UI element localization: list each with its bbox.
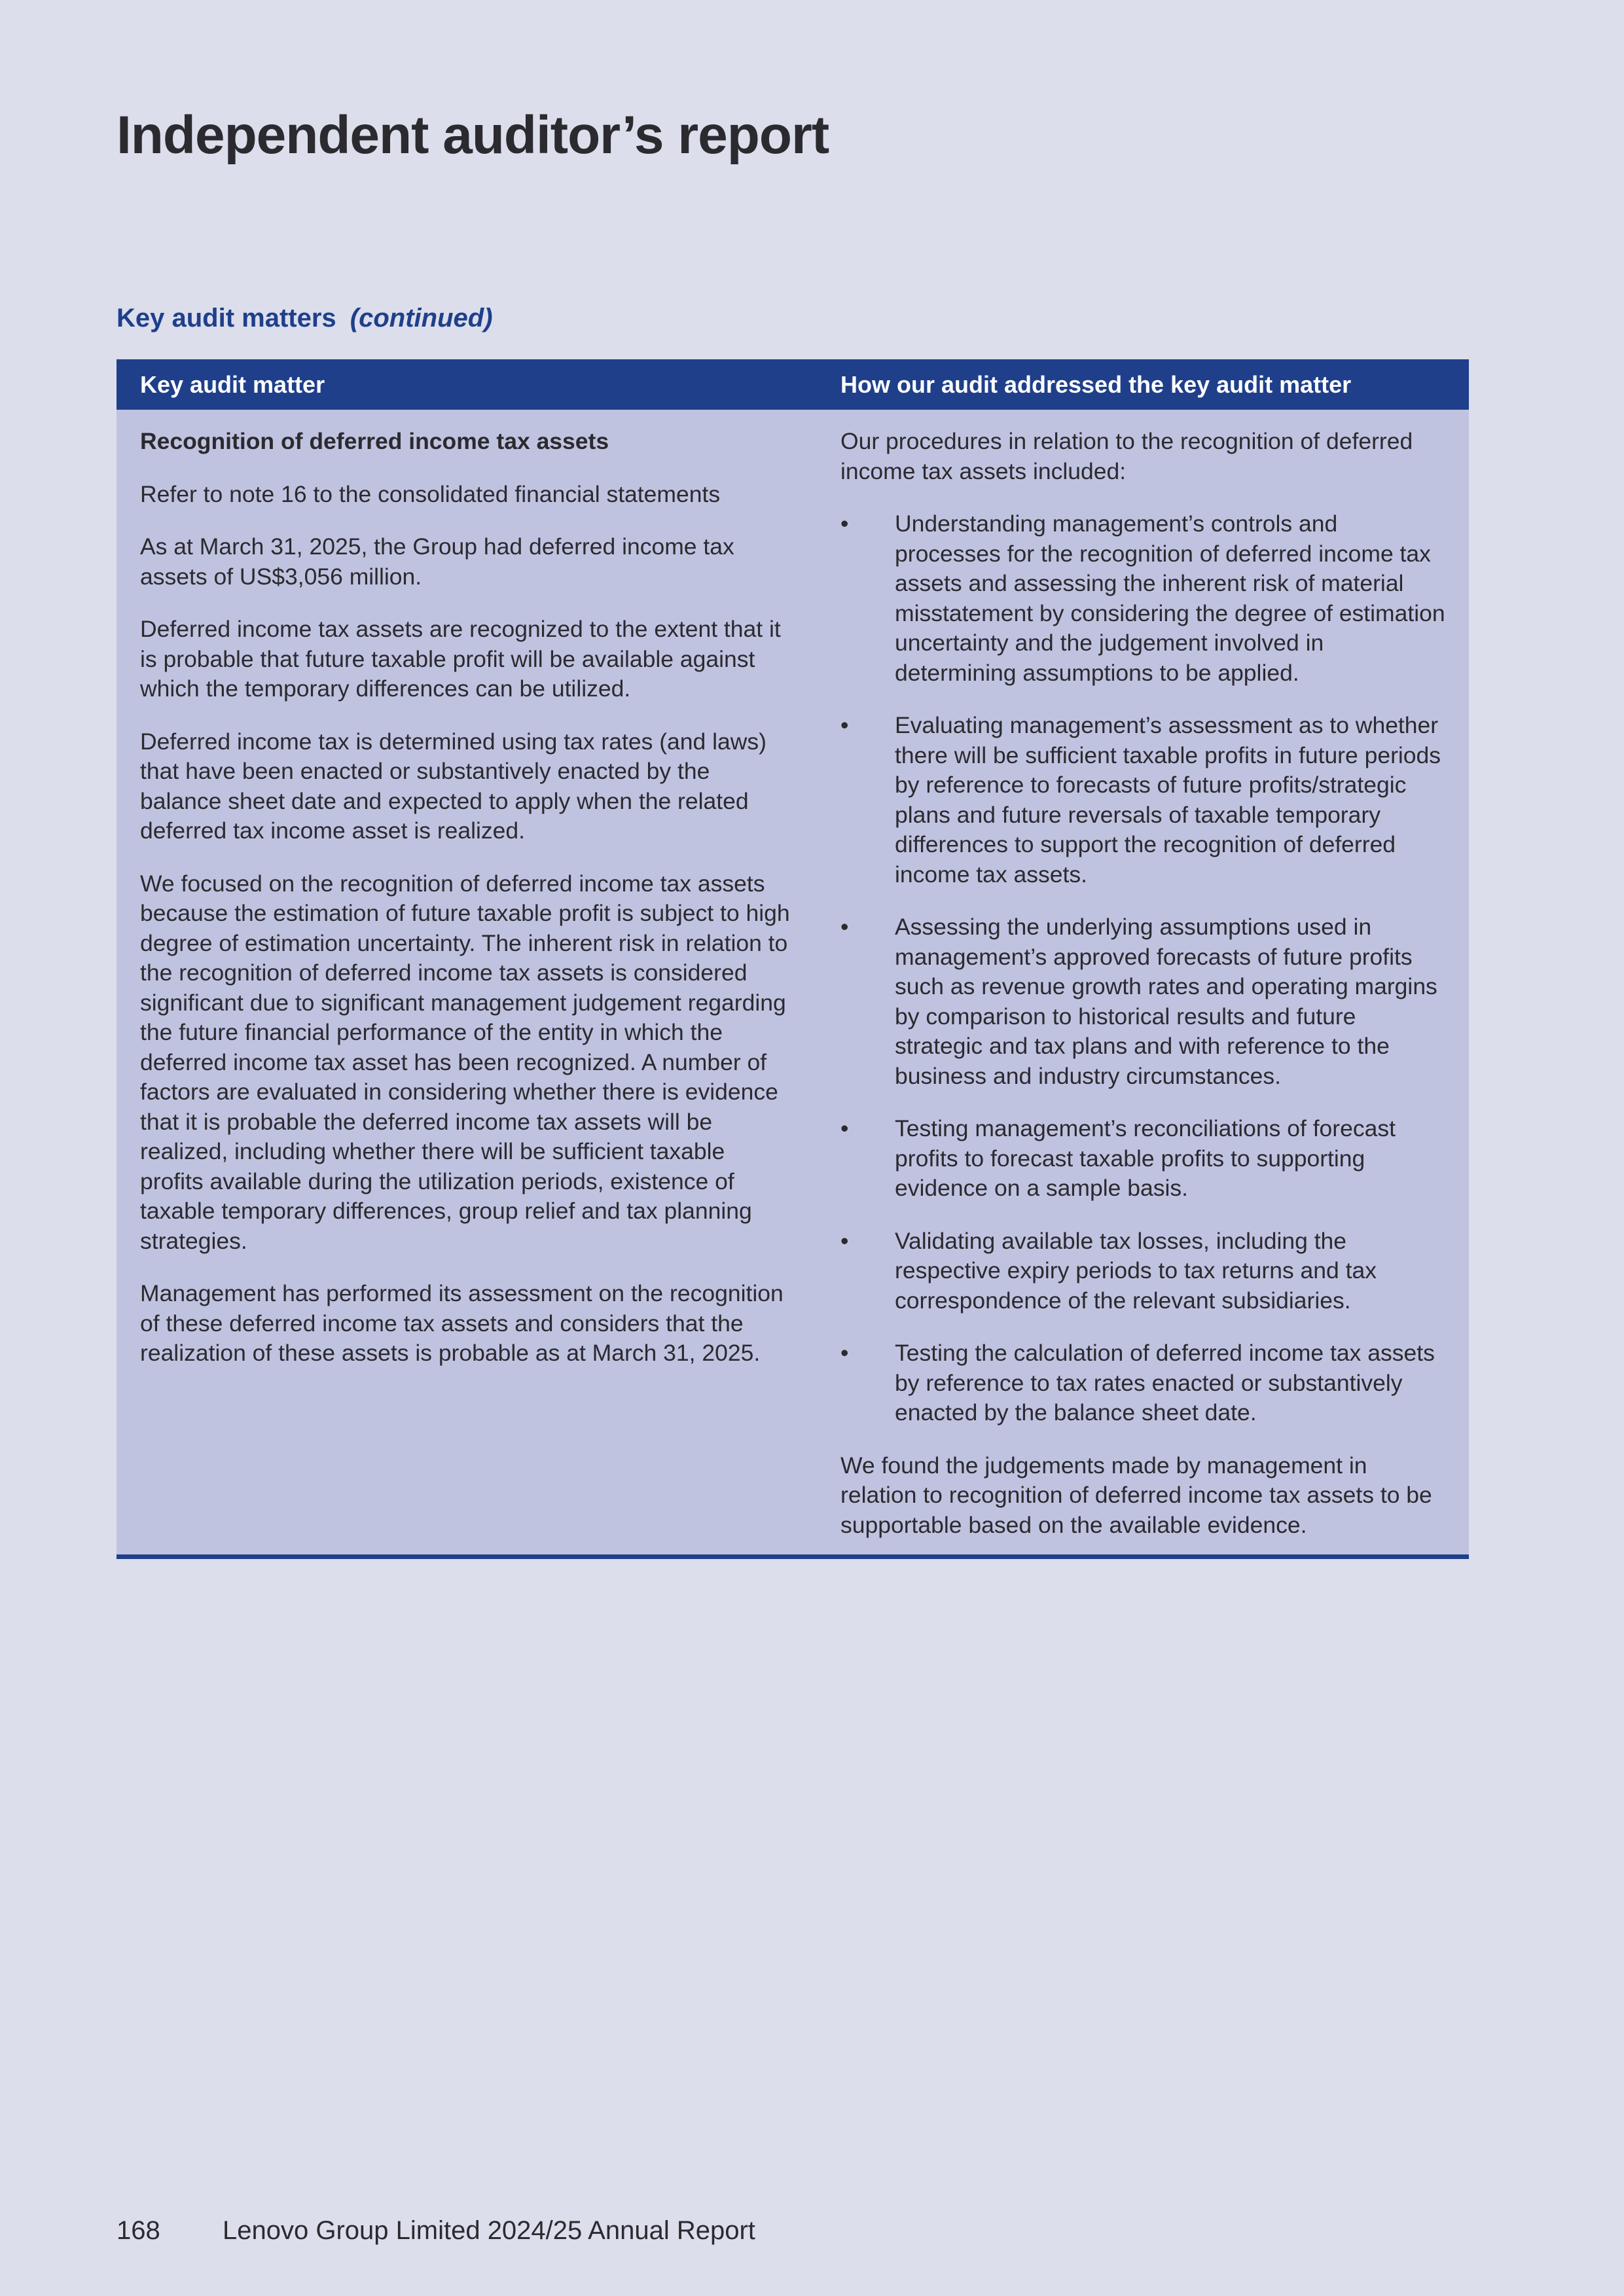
list-item [840, 509, 1445, 688]
bullet-icon: • [840, 1340, 849, 1366]
procedure-text: Testing the calculation of deferred income tax assets by reference to tax rates enacted or substantively enacted by the balance sheet date. [895, 1340, 1435, 1426]
section-continued-label: (continued) [350, 304, 493, 332]
matter-paragraph: We focused on the recognition of deferred income tax assets because the estimation of future taxable profit is subject to high degree of estimation uncertainty. The inherent risk in relation to the recognition of deferred income tax assets is considered significant due to significant management judgement regarding the future financial performance of the entity in which the deferred income tax asset has been recognized. A number of factors are evaluated in considering whether there is evidence that it is probable the deferred income tax assets will be realized, including whether there will be sufficient taxable profits available during the utilization periods, existence of taxable temporary differences, group relief and tax planning strategies. [140, 870, 790, 1254]
key-audit-matters-table [117, 359, 1469, 1559]
header-audit-response: How our audit addressed the key audit matter [817, 359, 1469, 410]
table-header-row [117, 359, 1469, 410]
matter-paragraph: Management has performed its assessment on the recognition of these deferred income tax assets and considers that the realization of these assets is probable as at March 31, 2025. [140, 1280, 784, 1366]
bullet-icon: • [840, 1115, 849, 1141]
matter-title: Recognition of deferred income tax assets [140, 428, 609, 454]
procedure-text: Evaluating management’s assessment as to whether there will be sufficient taxable profits in future periods by reference to forecasts of future profits/strategic plans and future reversals of taxable temporary differences to support the recognition of deferred income tax assets. [895, 712, 1441, 888]
matter-paragraph: Refer to note 16 to the consolidated financial statements [140, 480, 721, 507]
list-item [840, 1114, 1445, 1204]
bullet-icon: • [840, 1227, 849, 1254]
list-item [840, 1227, 1445, 1316]
response-intro: Our procedures in relation to the recognition of deferred income tax assets included: [840, 428, 1413, 484]
bullet-icon: • [840, 712, 849, 738]
key-audit-matter-cell [117, 410, 817, 1557]
table-row [117, 410, 1469, 1557]
audit-response-cell [817, 410, 1469, 1557]
page-title: Independent auditor’s report [117, 105, 829, 165]
procedure-text: Understanding management’s controls and processes for the recognition of deferred income tax assets and assessing the inherent risk of material misstatement by considering the degree of estimation uncertainty and the judgement involved in determining assumptions to be applied. [895, 511, 1445, 686]
list-item [840, 711, 1445, 889]
bullet-icon: • [840, 914, 849, 940]
list-item [840, 912, 1445, 1091]
section-heading [117, 304, 493, 333]
response-conclusion: We found the judgements made by management in relation to recognition of deferred income tax assets to be supportable based on the available evidence. [840, 1452, 1432, 1538]
page-number: 168 [117, 2216, 160, 2245]
page-footer [117, 2216, 755, 2246]
procedure-text: Assessing the underlying assumptions used in management’s approved forecasts of future profits such as revenue growth rates and operating margins by comparison to historical results and future strategic and tax plans and with reference to the business and industry circumstances. [895, 914, 1437, 1089]
publication-title: Lenovo Group Limited 2024/25 Annual Report [223, 2216, 755, 2245]
matter-paragraph: As at March 31, 2025, the Group had deferred income tax assets of US$3,056 million. [140, 533, 734, 590]
matter-paragraph: Deferred income tax is determined using tax rates (and laws) that have been enacted or substantively enacted by the balance sheet date and expected to apply when the related deferred tax income asset is realized. [140, 728, 767, 844]
procedure-text: Testing management’s reconciliations of forecast profits to forecast taxable profits to supporting evidence on a sample basis. [895, 1115, 1396, 1201]
procedures-list [840, 509, 1445, 1428]
matter-paragraph: Deferred income tax assets are recognized to the extent that it is probable that future taxable profit will be available against which the temporary differences can be utilized. [140, 616, 781, 702]
procedure-text: Validating available tax losses, including the respective expiry periods to tax returns and tax correspondence of the relevant subsidiaries. [895, 1227, 1377, 1314]
section-heading-label: Key audit matters [117, 304, 336, 332]
bullet-icon: • [840, 511, 849, 537]
header-key-audit-matter: Key audit matter [117, 359, 817, 410]
list-item [840, 1338, 1445, 1428]
